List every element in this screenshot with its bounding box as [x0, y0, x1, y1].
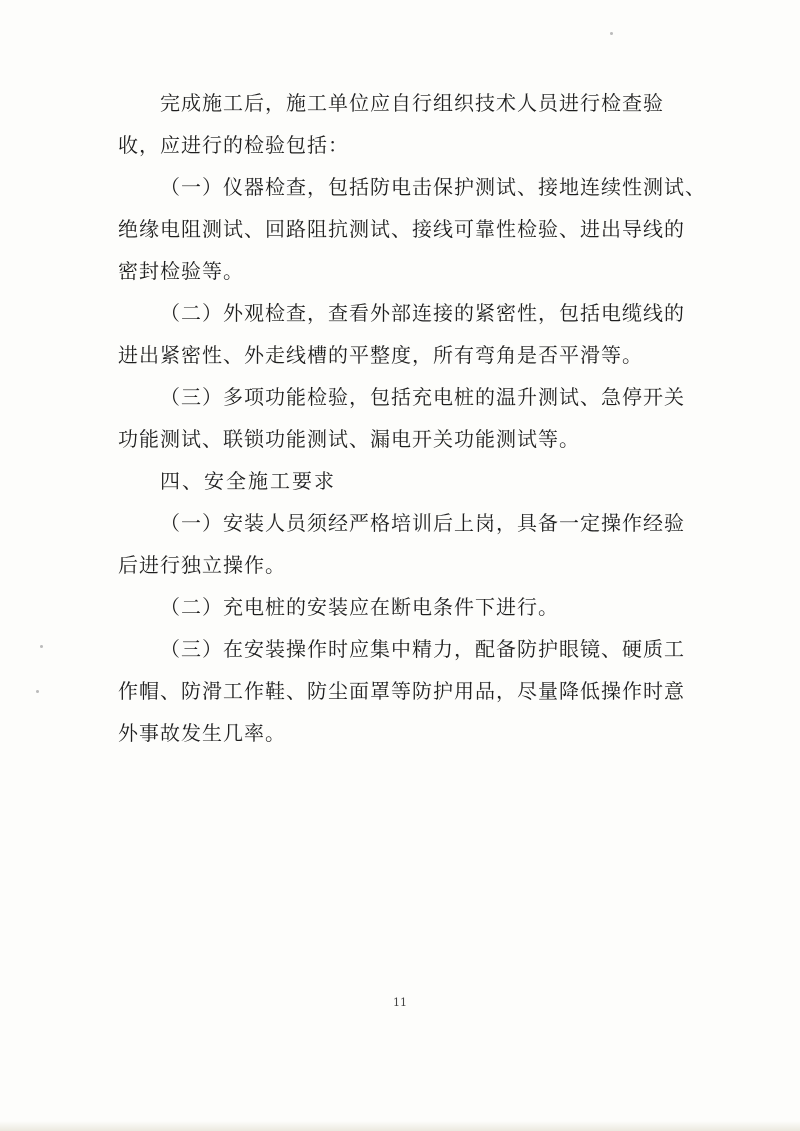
text-line: （一）安装人员须经严格培训后上岗，具备一定操作经验: [160, 511, 685, 535]
paragraph-power-off: [118, 586, 674, 628]
text-line: 完成施工后，施工单位应自行组织技术人员进行检查验: [160, 91, 664, 115]
text-line: （二）充电桩的安装应在断电条件下进行。: [160, 595, 559, 619]
paragraph-training: [118, 502, 685, 586]
text-line: （一）仪器检查，包括防电击保护测试、接地连续性测试、: [160, 175, 706, 199]
scan-speck: [610, 32, 613, 35]
text-line: （二）外观检查，查看外部连接的紧密性，包括电缆线的: [160, 301, 685, 325]
text-line: 密封检验等。: [118, 259, 244, 283]
text-line: 后进行独立操作。: [118, 553, 286, 577]
text-line: （三）在安装操作时应集中精力，配备防护眼镜、硬质工: [160, 637, 685, 661]
text-line: （三）多项功能检验，包括充电桩的温升测试、急停开关: [160, 385, 685, 409]
paragraph-function-check: [118, 376, 685, 460]
text-line: 收，应进行的检验包括：: [118, 133, 349, 157]
page-number: 11: [393, 996, 407, 1009]
scan-speck: [36, 690, 39, 693]
page-bottom-edge: [0, 1121, 800, 1131]
text-line: 进出紧密性、外走线槽的平整度，所有弯角是否平滑等。: [118, 343, 643, 367]
body-text: [118, 82, 706, 754]
text-line: 外事故发生几率。: [118, 721, 286, 745]
scan-speck: [40, 645, 43, 648]
text-line: 作帽、防滑工作鞋、防尘面罩等防护用品，尽量降低操作时意: [118, 679, 685, 703]
paragraph-protection: [118, 628, 685, 754]
paragraph-visual-check: [118, 292, 685, 376]
section-title: 四、安全施工要求: [160, 469, 336, 493]
paragraph-intro: [118, 82, 674, 166]
text-line: 功能测试、联锁功能测试、漏电开关功能测试等。: [118, 427, 580, 451]
text-line: 绝缘电阻测试、回路阻抗测试、接线可靠性检验、进出导线的: [118, 217, 685, 241]
paragraph-instrument-check: [118, 166, 706, 292]
section-heading: [118, 460, 674, 502]
